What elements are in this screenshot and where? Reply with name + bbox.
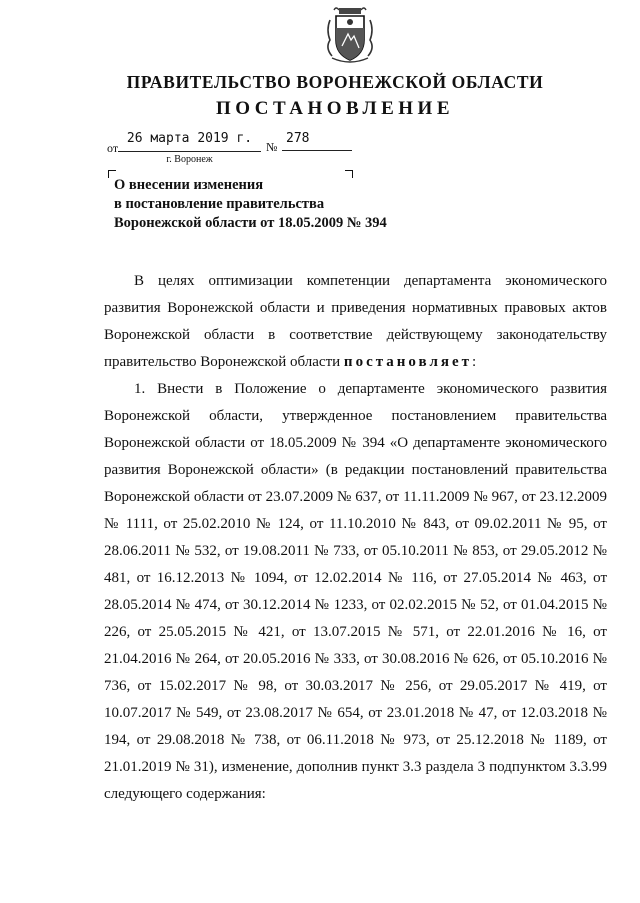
preamble-text: В целях оптимизации компетенции департамента экономического развития Воронежской области и приведения нормативных правовых актов Воронежской области в соответствие действующему законодательству правительство Воронежской области [104, 273, 607, 370]
date-prefix-label: от [107, 141, 119, 155]
subject-line-3: Воронежской области от 18.05.2009 № 394 [114, 215, 387, 231]
document-type-title: ПОСТАНОВЛЕНИЕ [215, 98, 455, 119]
document-body [104, 268, 607, 808]
document-number: 278 [282, 131, 352, 151]
document-date: 26 марта 2019 г. [118, 131, 261, 152]
subject-line-2: в постановление правительства [114, 196, 325, 212]
preamble-colon: : [472, 354, 477, 370]
document-subject [114, 176, 414, 233]
subject-line-1: О внесении изменения [114, 177, 264, 193]
decree-keyword: постановляет [343, 354, 473, 370]
organization-title: ПРАВИТЕЛЬСТВО ВОРОНЕЖСКОЙ ОБЛАСТИ [126, 72, 544, 92]
clause-1-paragraph: 1. Внести в Положение о департаменте экономического развития Воронежской области, утвержденное постановлением правительства Воронежской области от 18.05.2009 № 394 «О департаменте экономического развития Воронежской области» (в редакции постановлений правительства Воронежской области от 23.07.2009 № 637, от 11.11.2009 № 967, от 23.12.2009 № 1111, от 25.02.2010 № 124, от 11.10.2010 № 843, от 09.02.2011 № 95, от 28.06.2011 № 532, от 19.08.2011 № 733, от 05.10.2011 № 853, от 29.05.2012 № 481, от 16.12.2013 № 1094, от 12.02.2014 № 116, от 27.05.2014 № 463, от 28.05.2014 № 474, от 30.12.2014 № 1233, от 02.02.2015 № 52, от 01.04.2015 № 226, от 25.05.2015 № 421, от 13.07.2015 № 571, от 22.01.2016 № 16, от 21.04.2016 № 264, от 20.05.2016 № 333, от 30.08.2016 № 626, от 05.10.2016 № 736, от 15.02.2017 № 98, от 30.03.2017 № 256, от 29.05.2017 № 419, от 10.07.2017 № 549, от 23.08.2017 № 654, от 23.01.2018 № 47, от 12.03.2018 № 194, от 29.08.2018 № 738, от 06.11.2018 № 973, от 25.12.2018 № 1189, от 21.01.2019 № 31), изменение, дополнив пункт 3.3 раздела 3 подпунктом 3.3.99 следующего содержания: [104, 381, 607, 802]
preamble-paragraph [104, 268, 607, 376]
coat-of-arms-emblem [322, 6, 378, 64]
number-prefix-label: № [266, 140, 278, 154]
city-label: г. Воронеж [166, 154, 213, 165]
